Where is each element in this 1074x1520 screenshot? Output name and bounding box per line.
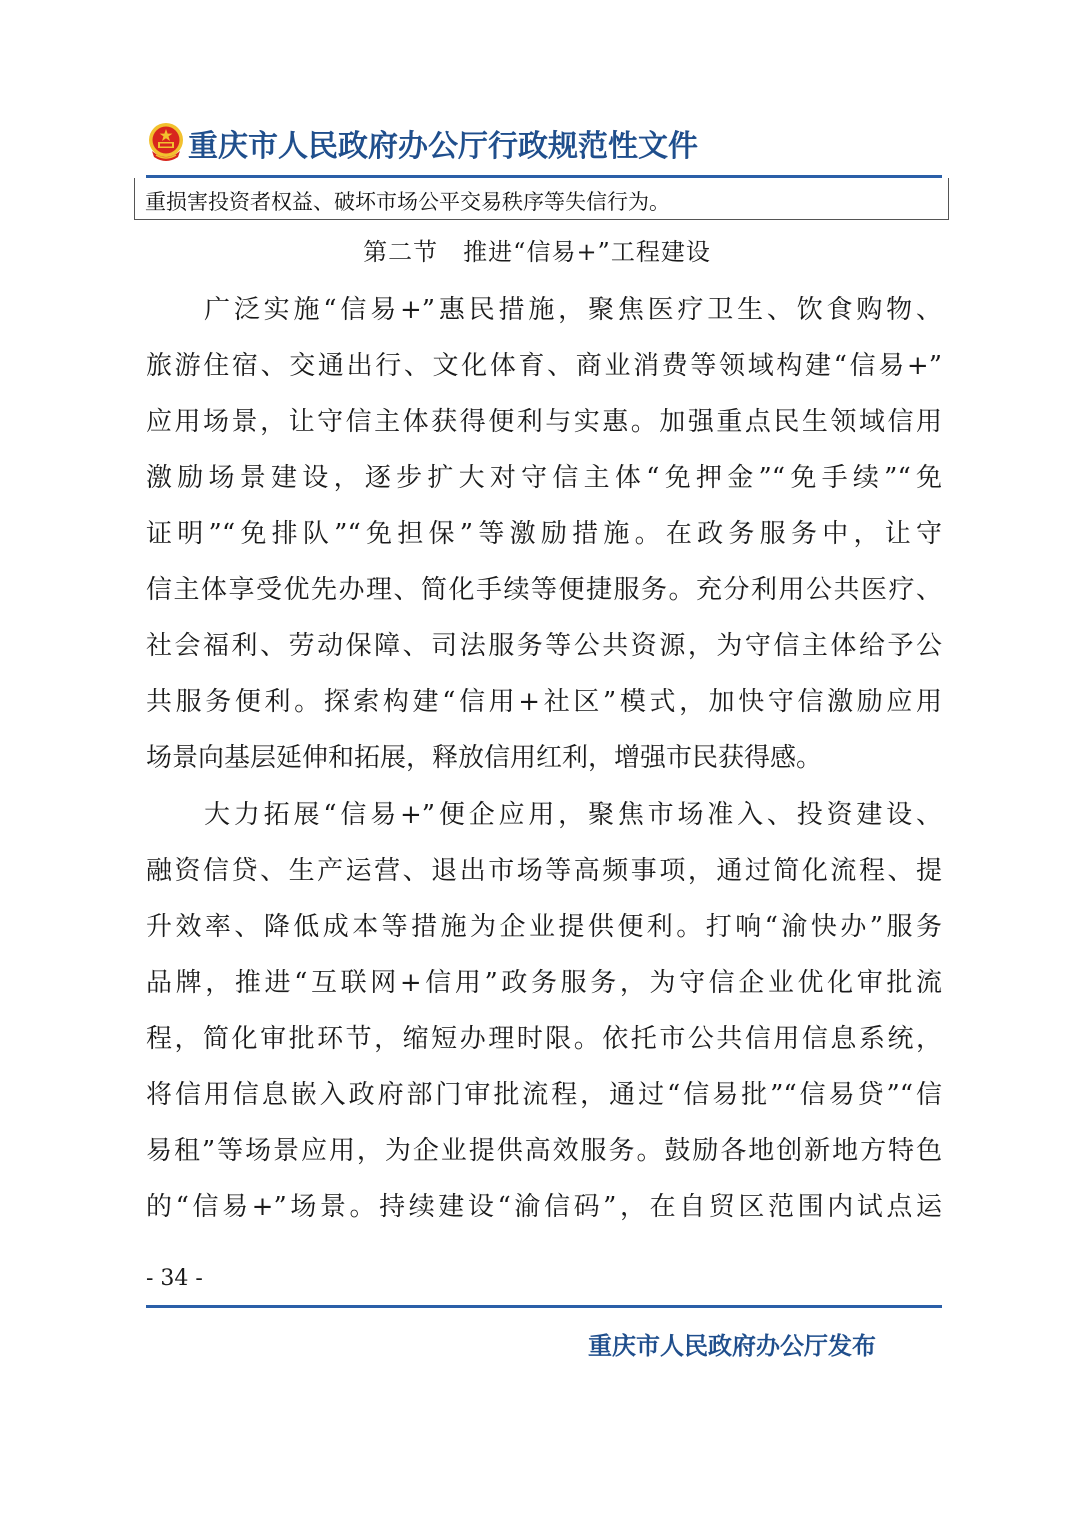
paragraph-line: 场景向基层延伸和拓展，释放信用红利，增强市民获得感。 xyxy=(146,743,823,773)
header-title: 重庆市人民政府办公厅行政规范性文件 xyxy=(188,129,698,164)
page-number: - 34 - xyxy=(146,1266,203,1291)
paragraph xyxy=(146,787,942,1235)
national-emblem-icon xyxy=(146,121,186,165)
paragraph-line: 将信用信息嵌入政府部门审批流程，通过“信易批”“信易贷”“信 xyxy=(146,1080,942,1110)
paragraph-line: 旅游住宿、交通出行、文化体育、商业消费等领域构建“信易+” xyxy=(146,351,942,381)
paragraph-line: 证明”“免排队”“免担保”等激励措施。在政务服务中，让守 xyxy=(146,519,942,549)
paragraph xyxy=(146,282,942,786)
footer-publisher: 重庆市人民政府办公厅发布 xyxy=(588,1332,876,1360)
document-header xyxy=(146,118,698,168)
paragraph-line: 激励场景建设，逐步扩大对守信主体“免押金”“免手续”“免 xyxy=(146,463,942,493)
paragraph-line: 应用场景，让守信主体获得便利与实惠。加强重点民生领域信用 xyxy=(146,407,942,437)
notice-box xyxy=(134,178,949,220)
footer-rule xyxy=(146,1305,942,1308)
paragraph-line: 共服务便利。探索构建“信用+社区”模式，加快守信激励应用 xyxy=(146,687,942,717)
notice-text: 重损害投资者权益、破坏市场公平交易秩序等失信行为。 xyxy=(145,190,670,214)
paragraph-line: 易租”等场景应用，为企业提供高效服务。鼓励各地创新地方特色 xyxy=(146,1136,942,1166)
paragraph-line: 融资信贷、生产运营、退出市场等高频事项，通过简化流程、提 xyxy=(146,856,942,886)
paragraph-line: 大力拓展“信易+”便企应用，聚焦市场准入、投资建设、 xyxy=(204,800,942,830)
paragraph-line: 程，简化审批环节，缩短办理时限。依托市公共信用信息系统， xyxy=(146,1024,942,1054)
paragraph-line: 品牌，推进“互联网+信用”政务服务，为守信企业优化审批流 xyxy=(146,968,942,998)
paragraph-line: 广泛实施“信易+”惠民措施，聚焦医疗卫生、饮食购物、 xyxy=(204,295,942,325)
section-title: 第二节 推进“信易+”工程建设 xyxy=(363,238,711,266)
paragraph-line: 的“信易+”场景。持续建设“渝信码”，在自贸区范围内试点运 xyxy=(146,1192,942,1222)
paragraph-line: 升效率、降低成本等措施为企业提供便利。打响“渝快办”服务 xyxy=(146,912,942,942)
paragraph-line: 信主体享受优先办理、简化手续等便捷服务。充分利用公共医疗、 xyxy=(146,575,942,605)
paragraph-line: 社会福利、劳动保障、司法服务等公共资源，为守信主体给予公 xyxy=(146,631,942,661)
